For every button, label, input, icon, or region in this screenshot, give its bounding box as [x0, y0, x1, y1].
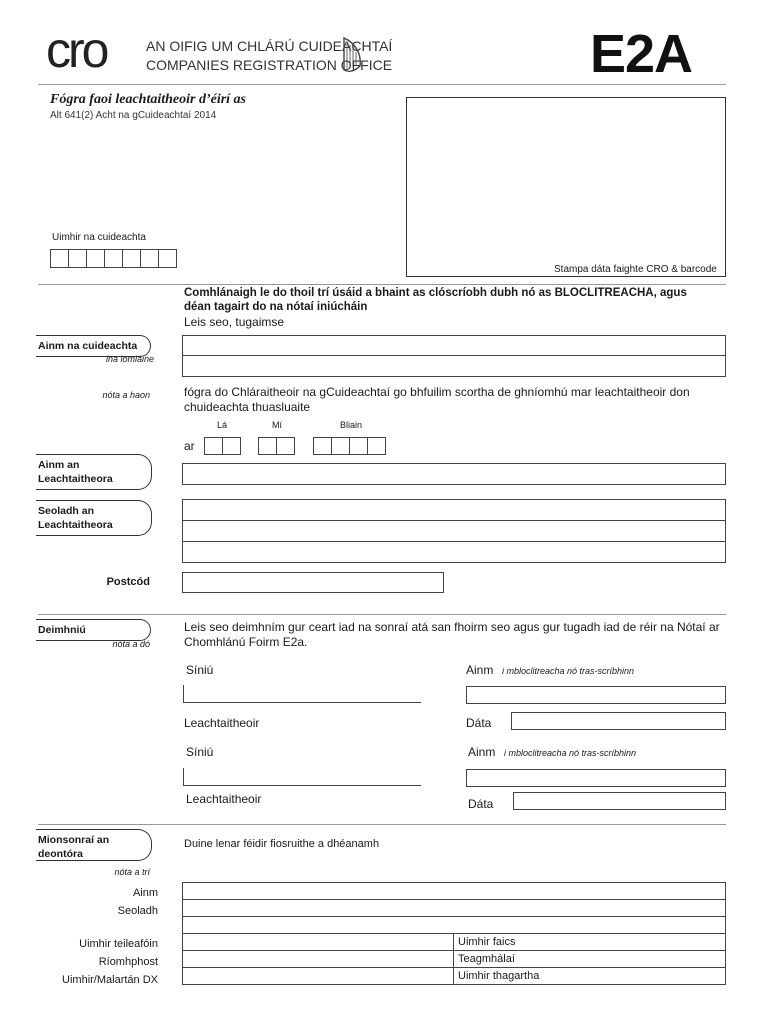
- month-label: Mí: [272, 420, 282, 430]
- month-cell-1[interactable]: [258, 437, 277, 455]
- digit-cell[interactable]: [158, 249, 177, 268]
- presenter-intro: Duine lenar féidir fiosruithe a dhéanamh: [184, 838, 380, 850]
- date-input-2[interactable]: [513, 792, 726, 810]
- section-rule: [38, 614, 726, 615]
- on-label: ar: [184, 439, 195, 453]
- signature-label-1: Síniú: [186, 663, 214, 677]
- note-three: nóta a trí: [114, 867, 150, 877]
- presenter-address-label: Seoladh: [117, 905, 158, 917]
- presenter-address-input-1[interactable]: [182, 899, 726, 917]
- date-label-1: Dáta: [466, 716, 492, 730]
- reference-label: Uimhir thagartha: [458, 970, 540, 982]
- postcode-label: Postcód: [106, 576, 150, 588]
- digit-cell[interactable]: [140, 249, 159, 268]
- liquidator-address-input-2[interactable]: [182, 520, 726, 542]
- instructions-intro: Leis seo, tugaimse: [184, 315, 285, 329]
- name-label-1: Ainm: [466, 663, 494, 677]
- day-cell-1[interactable]: [204, 437, 223, 455]
- digit-cell[interactable]: [68, 249, 87, 268]
- company-number-label: Uimhir na cuideachta: [52, 232, 146, 243]
- liquidator-name-input[interactable]: [182, 463, 726, 485]
- liquidator-name-label: [36, 454, 152, 490]
- month-cell-2[interactable]: [276, 437, 295, 455]
- year-cell-3[interactable]: [349, 437, 368, 455]
- liquidator-address-label-text: Seoladh an Leachtaitheora: [38, 505, 113, 531]
- instructions-text: Comhlánaigh le do thoil trí úsáid a bhaint as clóscríobh dubh nó as BLOCLITREACHA, agus déan tagairt do na nótaí iniúcháin: [184, 287, 687, 313]
- presenter-address-input-2[interactable]: [182, 916, 726, 934]
- presenter-dx-input[interactable]: [182, 967, 454, 985]
- name-hint-1: i mbloclitreacha nó tras-scríbhinn: [502, 666, 635, 676]
- digit-cell[interactable]: [122, 249, 141, 268]
- presenter-contact-input[interactable]: [453, 950, 726, 968]
- header-rule: [38, 84, 726, 85]
- cro-logo: [46, 24, 142, 76]
- liquidator-address-input-1[interactable]: [182, 499, 726, 521]
- presenter-phone-input[interactable]: [182, 933, 454, 951]
- name-input-2[interactable]: [466, 769, 726, 787]
- notice-text: fógra do Chláraitheoir na gCuideachtaí go bhfuilim scortha de ghníomhú mar leachtaitheoir don chuideachta thuasluaite: [184, 385, 690, 414]
- presenter-reference-input[interactable]: [453, 967, 726, 985]
- signature-field-2[interactable]: [183, 768, 421, 786]
- presenter-fax-input[interactable]: [453, 933, 726, 951]
- certificate-label: [36, 619, 151, 641]
- signature-label-2: Síniú: [186, 745, 214, 759]
- harp-icon: [340, 36, 364, 74]
- name-input-1[interactable]: [466, 686, 726, 704]
- company-number-input[interactable]: [50, 249, 182, 268]
- org-name-english: COMPANIES REGISTRATION OFFICE: [146, 57, 393, 73]
- stamp-box: [406, 97, 726, 277]
- certificate-text: Leis seo deimhním gur ceart iad na sonraí atá san fhoirm seo agus gur tugadh iad de réir na Nótaí ar Chomhlánú Foirm E2a.: [184, 620, 720, 649]
- stamp-label: Stampa dáta faighte CRO & barcode: [554, 264, 717, 275]
- presenter-name-input[interactable]: [182, 882, 726, 900]
- year-label: Bliain: [340, 420, 363, 430]
- presenter-name-label: Ainm: [132, 887, 158, 899]
- date-label-2: Dáta: [468, 797, 494, 811]
- role-label-2: Leachtaitheoir: [186, 792, 262, 806]
- note-two: nóta a dó: [112, 639, 150, 649]
- day-cell-2[interactable]: [222, 437, 241, 455]
- liquidator-address-input-3[interactable]: [182, 541, 726, 563]
- liquidator-name-label-text: Ainm an Leachtaitheora: [38, 459, 113, 485]
- section-rule: [38, 284, 726, 285]
- digit-cell[interactable]: [86, 249, 105, 268]
- digit-cell[interactable]: [104, 249, 123, 268]
- form-subtitle: Alt 641(2) Acht na gCuideachtaí 2014: [50, 110, 217, 121]
- day-label: Lá: [217, 420, 228, 430]
- company-name-input-2[interactable]: [182, 355, 726, 377]
- company-name-label-text: Ainm na cuideachta: [38, 340, 138, 352]
- company-name-sub: ina iomláine: [105, 354, 154, 364]
- signature-field-1[interactable]: [183, 685, 421, 703]
- postcode-input[interactable]: [182, 572, 444, 593]
- presenter-dx-label: Uimhir/Malartán DX: [62, 974, 158, 986]
- logo-wordmark: cro: [46, 22, 107, 78]
- year-cell-1[interactable]: [313, 437, 332, 455]
- digit-cell[interactable]: [50, 249, 69, 268]
- year-cell-4[interactable]: [367, 437, 386, 455]
- role-label-1: Leachtaitheoir: [184, 716, 260, 730]
- name-label-2: Ainm: [468, 745, 496, 759]
- form-code: E2A: [590, 24, 693, 84]
- section-rule: [38, 824, 726, 825]
- presenter-phone-label: Uimhir teileafóin: [79, 938, 158, 950]
- presenter-email-input[interactable]: [182, 950, 454, 968]
- note-one: nóta a haon: [102, 390, 150, 400]
- presenter-label: [36, 829, 152, 861]
- fax-label: Uimhir faics: [458, 936, 516, 948]
- company-name-input-1[interactable]: [182, 335, 726, 356]
- liquidator-address-label: [36, 500, 152, 536]
- presenter-email-label: Ríomhphost: [98, 956, 158, 968]
- certificate-label-text: Deimhniú: [38, 624, 86, 636]
- year-cell-2[interactable]: [331, 437, 350, 455]
- contact-label: Teagmhálaí: [458, 953, 515, 965]
- name-hint-2: i mbloclitreacha nó tras-scríbhinn: [504, 748, 637, 758]
- form-title: Fógra faoi leachtaitheoir d’éirí as: [50, 92, 246, 107]
- date-input-1[interactable]: [511, 712, 726, 730]
- presenter-label-text: Mionsonraí an deontóra: [38, 834, 110, 860]
- org-name-irish: AN OIFIG UM CHLÁRÚ CUIDEACHTAÍ: [146, 38, 393, 54]
